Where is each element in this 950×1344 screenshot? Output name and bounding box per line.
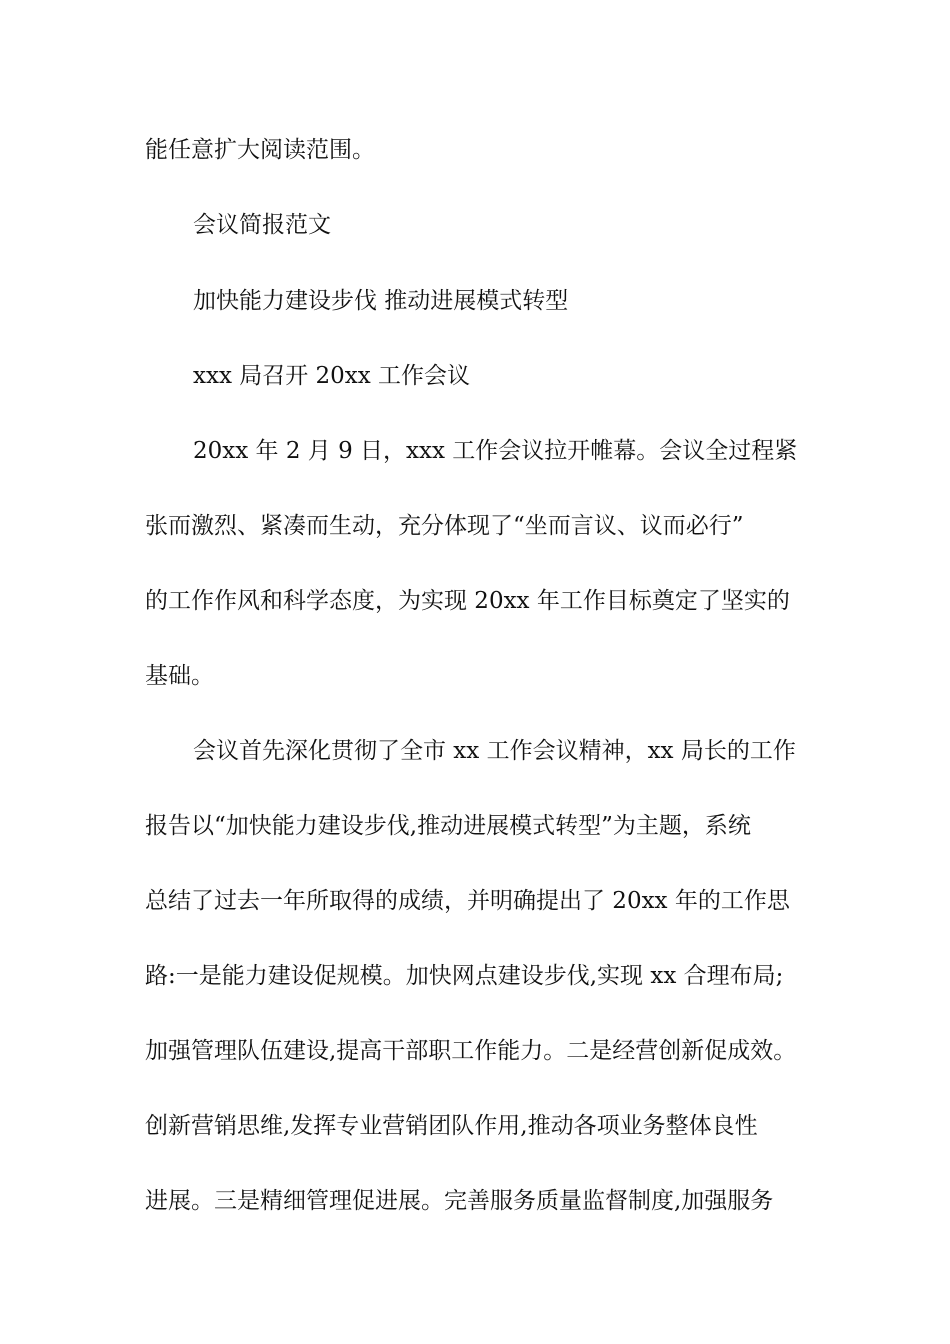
paragraph-line: 进展。三是精细管理促进展。完善服务质量监督制度,加强服务 [145,1188,774,1214]
article-subtitle: xxx 局召开 20xx 工作会议 [193,363,471,389]
paragraph-line: 总结了过去一年所取得的成绩，并明确提出了 20xx 年的工作思 [145,888,790,914]
section-heading: 会议简报范文 [193,212,331,238]
paragraph-line: 的工作作风和科学态度，为实现 20xx 年工作目标奠定了坚实的 [145,588,790,614]
paragraph-line: 张而激烈、紧凑而生动，充分体现了“坐而言议、议而必行” [145,513,744,539]
paragraph-line: 20xx 年 2 月 9 日，xxx 工作会议拉开帷幕。会议全过程紧 [193,438,798,464]
paragraph-line: 创新营销思维,发挥专业营销团队作用,推动各项业务整体良性 [145,1113,758,1139]
paragraph-line: 基础。 [145,663,214,689]
paragraph-line: 加强管理队伍建设,提高干部职工作能力。二是经营创新促成效。 [145,1038,797,1064]
paragraph-line: 路:一是能力建设促规模。加快网点建设步伐,实现 xx 合理布局; [145,963,784,989]
paragraph-line: 会议首先深化贯彻了全市 xx 工作会议精神，xx 局长的工作 [193,738,796,764]
text-line: 能任意扩大阅读范围。 [145,137,375,163]
article-title: 加快能力建设步伐 推动进展模式转型 [193,288,569,314]
paragraph-line: 报告以“加快能力建设步伐,推动进展模式转型”为主题，系统 [145,813,751,839]
